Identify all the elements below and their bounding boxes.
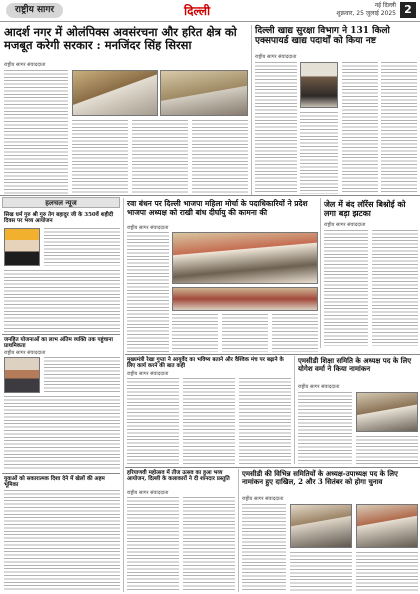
mcd1-photo [356, 392, 418, 432]
mahila-text-col-2 [172, 314, 218, 352]
lead-headline: आदर्श नगर में ओलंपिक्स अवसंरचना और हरित क्षेत्र को मजबूत करेगी सरकार : मनजिंदर सिंह सिरसा [4, 25, 237, 53]
mcd2-text-col-1 [242, 504, 286, 592]
ayush-byline: राष्ट्रीय सागर संवाददाता [127, 371, 169, 377]
food-headline: दिल्ली खाद्य सुरक्षा विभाग ने 131 किलो एक्सपायर्ड खाद्य पदार्थों को किया नष्ट [255, 26, 390, 47]
lead-text-col-1 [4, 70, 68, 194]
brief-3-headline: युवाओं को सकारात्मक दिशा देने में खेलों की अहम भूमिका [4, 476, 105, 489]
column-divider [320, 198, 321, 348]
mcd2-text-col-2 [290, 552, 352, 592]
mahila-text-col-3 [222, 314, 268, 352]
briefs-section-label: हलचल न्यूज [2, 197, 120, 208]
jail-byline: राष्ट्रीय सागर संवाददाता [324, 222, 366, 228]
jail-text-col-1 [324, 230, 368, 346]
jail-text-col-2 [372, 230, 418, 346]
mcd2-photo-2 [356, 504, 418, 548]
mahila-text-col-4 [272, 314, 318, 352]
column-divider [123, 198, 124, 592]
edition-date: शुक्रवार, 25 जुलाई 2025 [336, 10, 396, 17]
brief-1-text-a [44, 228, 120, 266]
ayush-text-col-2 [183, 378, 235, 464]
edition-info [336, 2, 396, 18]
edition-name: नई दिल्ली [374, 2, 396, 9]
section-label: राष्ट्रीय सागर [6, 3, 63, 18]
brief-1-text-b [4, 270, 120, 332]
page-header [0, 0, 420, 22]
ayush-text-col-3 [239, 378, 291, 464]
divider-line [125, 467, 420, 468]
mcd1-byline: राष्ट्रीय सागर संवाददाता [298, 384, 340, 390]
lead-text-col-4 [192, 120, 248, 194]
food-text-col-1 [255, 62, 297, 194]
mahila-text-col-1 [127, 232, 169, 352]
brief-1-photo [4, 228, 40, 266]
mahotsav-text-col-2 [183, 497, 235, 591]
city-label: दिल्ली [184, 4, 211, 18]
divider-line [125, 354, 420, 355]
mahila-byline: राष्ट्रीय सागर संवाददाता [127, 225, 169, 231]
lead-photo-1 [72, 70, 158, 116]
mcd2-byline: राष्ट्रीय सागर संवाददाता [242, 496, 284, 502]
brief-2-text-b [4, 396, 120, 470]
brief-2-byline: राष्ट्रीय सागर संवाददाता [4, 350, 46, 356]
lead-text-col-2 [72, 120, 128, 194]
food-byline: राष्ट्रीय सागर संवाददाता [255, 54, 297, 60]
food-photo [300, 62, 338, 108]
brief-1-headline: सिख धर्म गुरु श्री गुरु तेग बहादुर जी के 350वें शहीदी दिवस पर भव्य आयोजन [4, 212, 114, 225]
lead-byline: राष्ट्रीय सागर संवाददाता [4, 62, 46, 68]
page-number: 2 [400, 2, 416, 18]
column-divider [294, 356, 295, 464]
jail-headline: जेल में बंद लॉरेंस बिश्नोई को लगा बड़ा झटका [324, 199, 406, 219]
mcd2-text-col-3 [356, 552, 418, 592]
food-text-col-2 [300, 112, 338, 194]
mahotsav-byline: राष्ट्रीय सागर संवाददाता [127, 490, 169, 496]
brief-2-headline: जनहित योजनाओं का लाभ अंतिम व्यक्ति तक पहुंचाना प्राथमिकता [4, 337, 113, 350]
mahila-headline: रवा बंधन पर दिल्ली भाजपा महिला मोर्चा के पदाधिकारियों ने प्रदेश भाजपा अध्यक्ष को राखी बांध दीर्घायु की कामना की [127, 199, 308, 217]
mahila-photo-2 [172, 287, 318, 311]
mcd2-headline: एमसीडी की विभिन्न समितियों के अध्यक्ष-उपाध्यक्ष पद के लिए नामांकन हुए दाखिल, 2 और 3 सितंबर को होगा चुनाव [242, 469, 398, 487]
horizontal-rule [0, 195, 420, 196]
mcd2-photo-1 [290, 504, 352, 548]
divider-line [2, 473, 120, 474]
food-text-col-3 [342, 62, 378, 194]
brief-2-photo [4, 357, 40, 393]
column-divider [238, 469, 239, 592]
ayush-text-col-1 [127, 378, 179, 464]
divider-line [2, 334, 120, 335]
mcd1-headline: एमसीडी शिक्षा समिति के अध्यक्ष पद के लिए योगेश वर्मा ने किया नामांकन [298, 356, 412, 374]
brief-3-text [4, 490, 120, 590]
column-divider [251, 25, 252, 195]
mahotsav-text-col-1 [127, 497, 179, 591]
lead-photo-2 [160, 70, 248, 116]
lead-text-col-3 [132, 120, 188, 194]
food-text-col-4 [381, 62, 417, 194]
ayush-headline: मुख्यमंत्री रेखा गुप्ता ने आयुर्वेद का भविष्य बताने और वैश्विक मंच पर बढ़ाने के लिए कार्य करने की बात कही [127, 357, 284, 370]
mahotsav-headline: हरियाणवी महोत्सव में तीज उत्सव का हुआ भव्य आयोजन, दिल्ली के कलाकारों ने दी शानदार प्रस्तुति [127, 470, 230, 483]
mahila-photo-1 [172, 232, 318, 284]
mcd1-text-col-2 [356, 436, 418, 464]
mcd1-text-col-1 [298, 392, 352, 464]
brief-2-text-a [44, 357, 120, 393]
